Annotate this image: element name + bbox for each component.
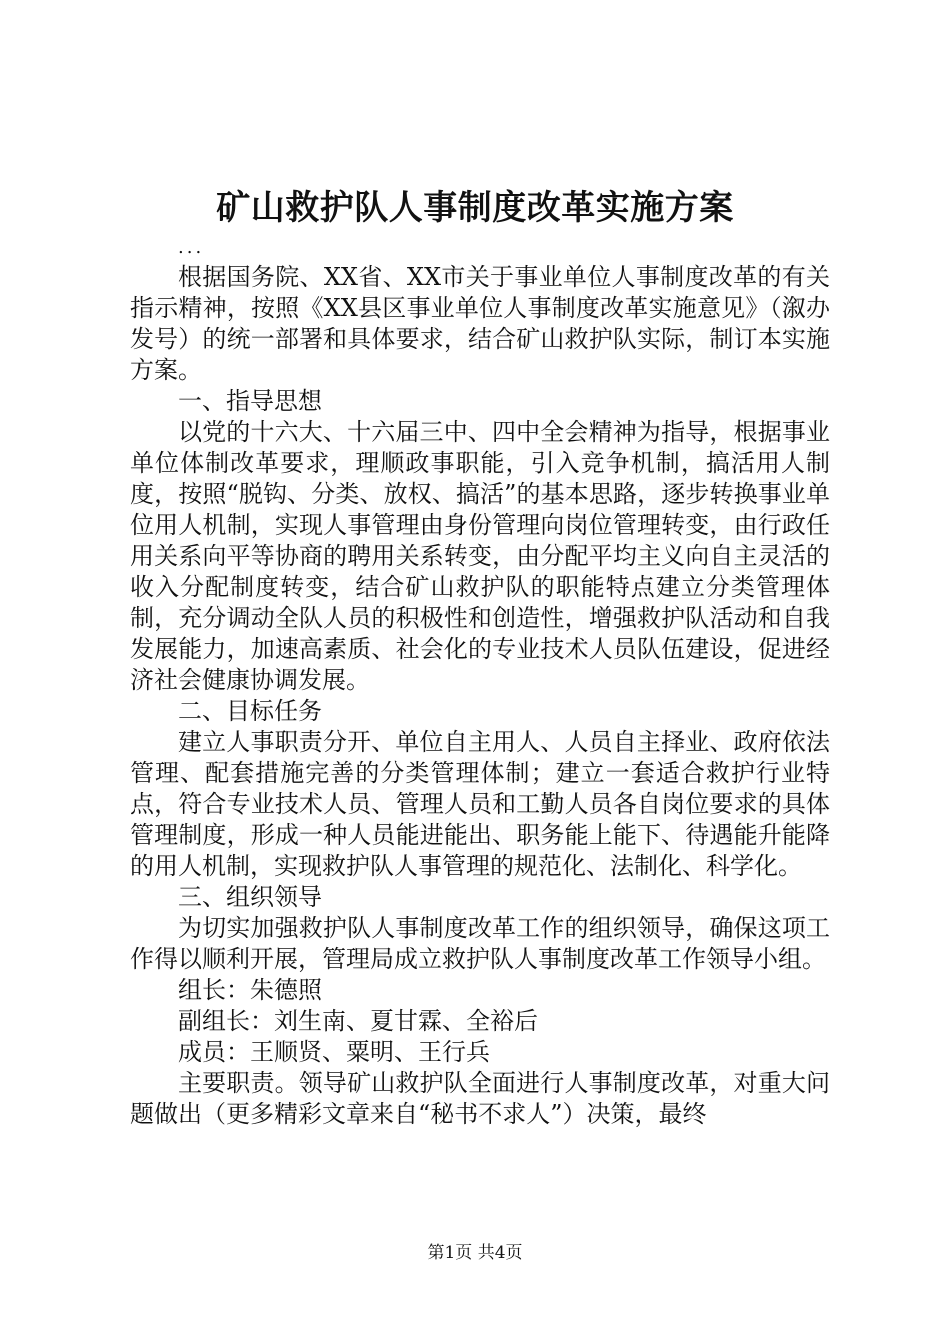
paragraph-intro: 根据国务院、XX省、XX市关于事业单位人事制度改革的有关指示精神，按照《XX县区事业单位人事制度改革实施意见》（溆办发号）的统一部署和具体要求，结合矿山救护队实际，制订本实施方案。 xyxy=(130,263,830,384)
paragraph-responsibilities: 主要职责。领导矿山救护队全面进行人事制度改革，对重大问题做出（更多精彩文章来自“秘书不求人”）决策，最终 xyxy=(130,1069,830,1128)
section-heading-leadership: 三、组织领导 xyxy=(178,883,322,911)
section-heading-guiding-ideology: 一、指导思想 xyxy=(178,387,322,415)
paragraph-goals: 建立人事职责分开、单位自主用人、人员自主择业、政府依法管理、配套措施完善的分类管理体制；建立一套适合救护行业特点，符合专业技术人员、管理人员和工勤人员各自岗位要求的具体管理制度，形成一种人员能进能出、职务能上能下、待遇能升能降的用人机制，实现救护队人事管理的规范化、法制化、科学化。 xyxy=(130,728,830,880)
paragraph-leadership: 为切实加强救护队人事制度改革工作的组织领导，确保这项工作得以顺利开展，管理局成立救护队人事制度改革工作领导小组。 xyxy=(130,914,830,973)
team-leader-line: 组长：朱德照 xyxy=(178,976,322,1004)
document-title: 矿山救护队人事制度改革实施方案 xyxy=(216,188,734,228)
deputy-leader-line: 副组长：刘生南、夏甘霖、全裕后 xyxy=(178,1007,538,1035)
document-body xyxy=(130,262,830,1130)
section-heading-goals: 二、目标任务 xyxy=(178,697,322,725)
ellipsis-mark: ... xyxy=(178,237,205,258)
paragraph-guiding-ideology: 以党的十六大、十六届三中、四中全会精神为指导，根据事业单位体制改革要求，理顺政事职能，引入竞争机制，搞活用人制度，按照“脱钩、分类、放权、搞活”的基本思路，逐步转换事业单位用人机制，实现人事管理由身份管理向岗位管理转变，由行政任用关系向平等协商的聘用关系转变，由分配平均主义向自主灵活的收入分配制度转变，结合矿山救护队的职能特点建立分类管理体制，充分调动全队人员的积极性和创造性，增强救护队活动和自我发展能力，加速高素质、社会化的专业技术人员队伍建设，促进经济社会健康协调发展。 xyxy=(130,418,830,694)
members-line: 成员：王顺贤、粟明、王行兵 xyxy=(178,1038,490,1066)
page-footer: 第1页 共4页 xyxy=(427,1243,523,1263)
